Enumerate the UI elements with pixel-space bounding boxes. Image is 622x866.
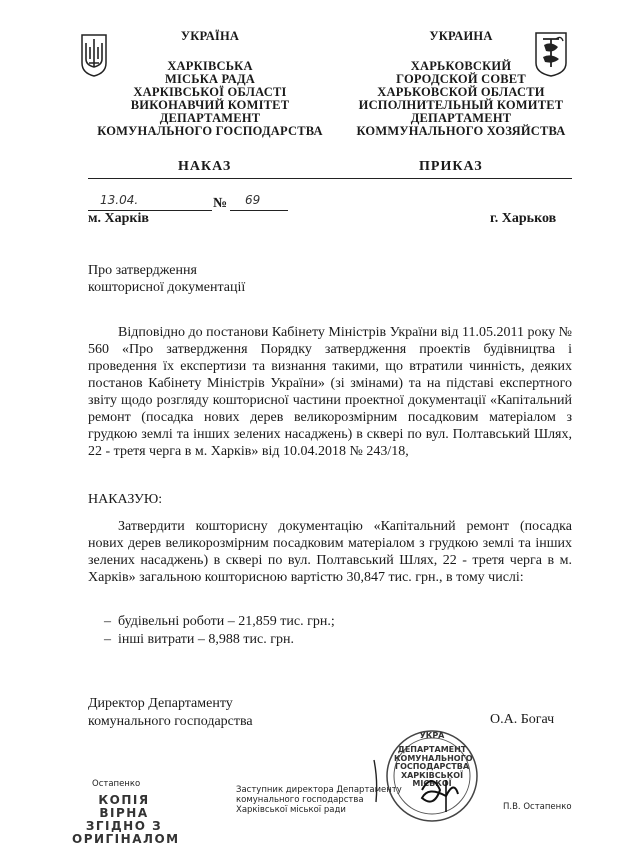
subject [88, 262, 245, 296]
city-ru: г. Харьков [490, 211, 557, 226]
org-line: ХАРКІВСЬКОЇ ОБЛАСТІ [133, 85, 287, 99]
stamp-line: ДЕПАРТАМЕНТ [397, 745, 467, 754]
handwritten-signature [362, 750, 472, 820]
list-item: – інші витрати – 8,988 тис. грн. [104, 632, 294, 647]
title-line: Директор Департаменту [88, 696, 233, 711]
country-ru: УКРАИНА [429, 29, 493, 43]
order-word: НАКАЗУЮ: [88, 492, 163, 507]
title-line: комунального господарства [88, 714, 253, 729]
copy-stamp-line: ОРИГІНАЛОМ [72, 832, 180, 846]
deputy-line: Заступник директора Департаменту [236, 785, 402, 795]
list-item-text: будівельні роботи – 21,859 тис. грн.; [118, 614, 335, 629]
deputy-name: П.В. Остапенко [503, 802, 572, 812]
org-line: ГОРОДСКОЙ СОВЕТ [396, 72, 526, 86]
subject-line: Про затвердження [88, 263, 197, 278]
city-ua: м. Харків [88, 211, 149, 226]
list-item-text: інші витрати – 8,988 тис. грн. [118, 632, 294, 647]
org-line: ДЕПАРТАМЕНТ [159, 111, 261, 125]
stamp-line: МІСЬКОЇ [412, 779, 452, 788]
copy-stamp-line: КОПІЯ ВІРНА [98, 793, 150, 820]
cost-list [104, 613, 335, 649]
doc-type-ua: НАКАЗ [178, 159, 232, 174]
number-underline [230, 210, 288, 211]
executor-name: Остапенко [92, 779, 141, 789]
deputy-line: комунального господарства [236, 795, 364, 805]
signatory-title [88, 695, 253, 731]
org-line: ДЕПАРТАМЕНТ [410, 111, 512, 125]
org-line: КОММУНАЛЬНОГО ХОЗЯЙСТВА [356, 124, 566, 138]
body-paragraph-2 [88, 518, 572, 586]
org-line: ХАРЬКОВСКИЙ [410, 59, 512, 73]
stamp-line: КОМУНАЛЬНОГО [394, 753, 473, 763]
stamp-line: ГОСПОДАРСТВА [394, 762, 470, 771]
deputy-line: Харківської міської ради [236, 805, 346, 815]
org-line: КОМУНАЛЬНОГО ГОСПОДАРСТВА [97, 124, 323, 138]
org-line: ХАРЬКОВСКОЙ ОБЛАСТИ [377, 85, 545, 99]
signatory-name: О.А. Богач [490, 712, 555, 727]
stamp-line: ХАРКІВСЬКОЇ [400, 770, 464, 780]
header-left [90, 30, 330, 138]
header-rule [88, 178, 572, 179]
order-date: 13.04. [100, 193, 139, 207]
org-line: МІСЬКА РАДА [164, 72, 256, 86]
copy-stamp [72, 793, 180, 846]
body-paragraph-1 [88, 324, 572, 460]
subject-line: кошторисної документації [88, 280, 246, 295]
copy-stamp-line: ЗГІДНО З [85, 819, 163, 833]
order-text: Затвердити кошторисну документацію «Капітальний ремонт (посадка нових дерев великорозмірним посадковим матеріалом з грудкою землі та інших зелених насаджень) в сквері по вул. Полтавський Шлях, 22 - третя черга в м. Харків» загальною кошторисною вартістю 30,847 тис. грн., в тому числі: [88, 519, 572, 585]
org-line: ВИКОНАВЧИЙ КОМІТЕТ [130, 98, 290, 112]
number-sign: № [213, 196, 228, 211]
org-line: ХАРКІВСЬКА [167, 59, 253, 73]
preamble: Відповідно до постанови Кабінету Міністрів України від 11.05.2011 року № 560 «Про затвердження Порядку затвердження проектів будівництва і проведення їх експертизи та визнання такими, що втратили чинність, деяких постанов Кабінету Міністрів України» (зі змінами) та на підставі експертного звіту щодо розгляду кошторисної частини проектної документації «Капітальний ремонт (посадка нових дерев великорозмірним посадковим матеріалом з грудкою землі та інших зелених насаджень) в сквері по вул. Полтавський Шлях, 22 - третя черга в м. Харків» від 10.04.2018 № 243/18, [88, 325, 572, 459]
kharkiv-city-emblem-icon [534, 31, 568, 77]
stamp-line: УКРА [419, 731, 445, 740]
country-ua: УКРАЇНА [180, 29, 240, 43]
org-line: ИСПОЛНИТЕЛЬНЫЙ КОМИТЕТ [358, 98, 564, 112]
list-item: – будівельні роботи – 21,859 тис. грн.; [104, 614, 335, 629]
doc-type-ru: ПРИКАЗ [419, 159, 483, 174]
order-number: 69 [245, 193, 261, 207]
